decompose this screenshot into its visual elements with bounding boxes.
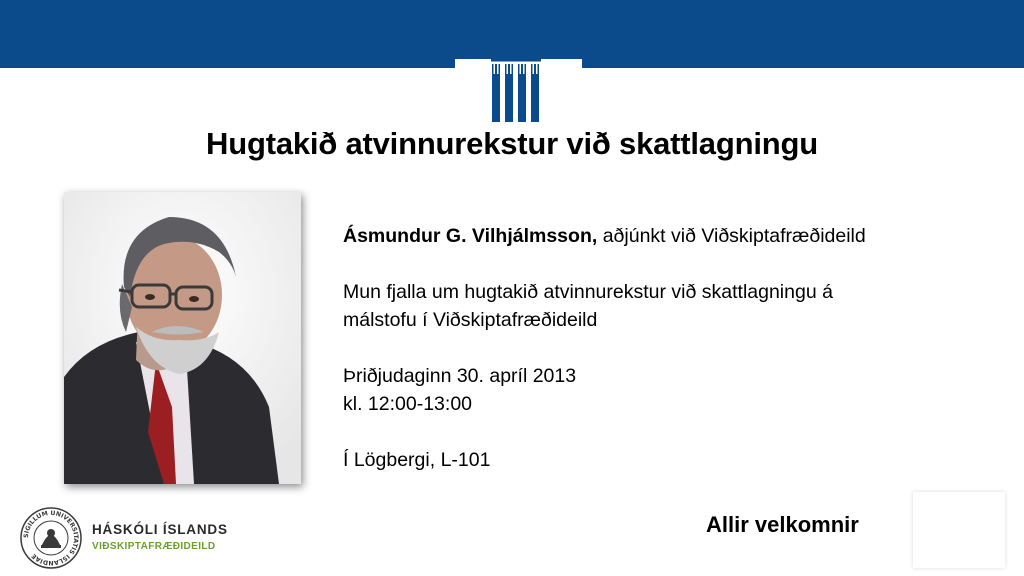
event-details xyxy=(343,222,963,474)
speaker-portrait-icon xyxy=(64,192,301,484)
talk-description-line-1: Mun fjalla um hugtakið atvinnurekstur við skattlagningu á xyxy=(343,281,833,303)
university-name: HÁSKÓLI ÍSLANDS xyxy=(92,522,228,537)
university-seal-icon xyxy=(20,507,82,569)
corner-box xyxy=(913,492,1005,568)
event-title: Hugtakið atvinnurekstur við skattlagningu xyxy=(206,126,818,161)
department-name: VIÐSKIPTAFRÆÐIDEILD xyxy=(92,541,216,552)
speaker-photo xyxy=(64,192,301,484)
event-location: Í Lögbergi, L-101 xyxy=(343,449,491,471)
event-date: Þriðjudaginn 30. apríl 2013 xyxy=(343,365,577,387)
welcome-text: Allir velkomnir xyxy=(706,512,859,537)
event-time: kl. 12:00-13:00 xyxy=(343,393,473,415)
talk-description-line-2: málstofu í Viðskiptafræðideild xyxy=(343,309,598,331)
speaker-role: aðjúnkt við Viðskiptafræðideild xyxy=(597,225,866,247)
seal-text: SIGILLUM UNIVERSITATIS ISLANDIAE xyxy=(22,509,80,567)
speaker-line xyxy=(343,222,963,250)
pillar-logo-icon xyxy=(488,50,544,122)
speaker-name: Ásmundur G. Vilhjálmsson, xyxy=(343,225,598,247)
